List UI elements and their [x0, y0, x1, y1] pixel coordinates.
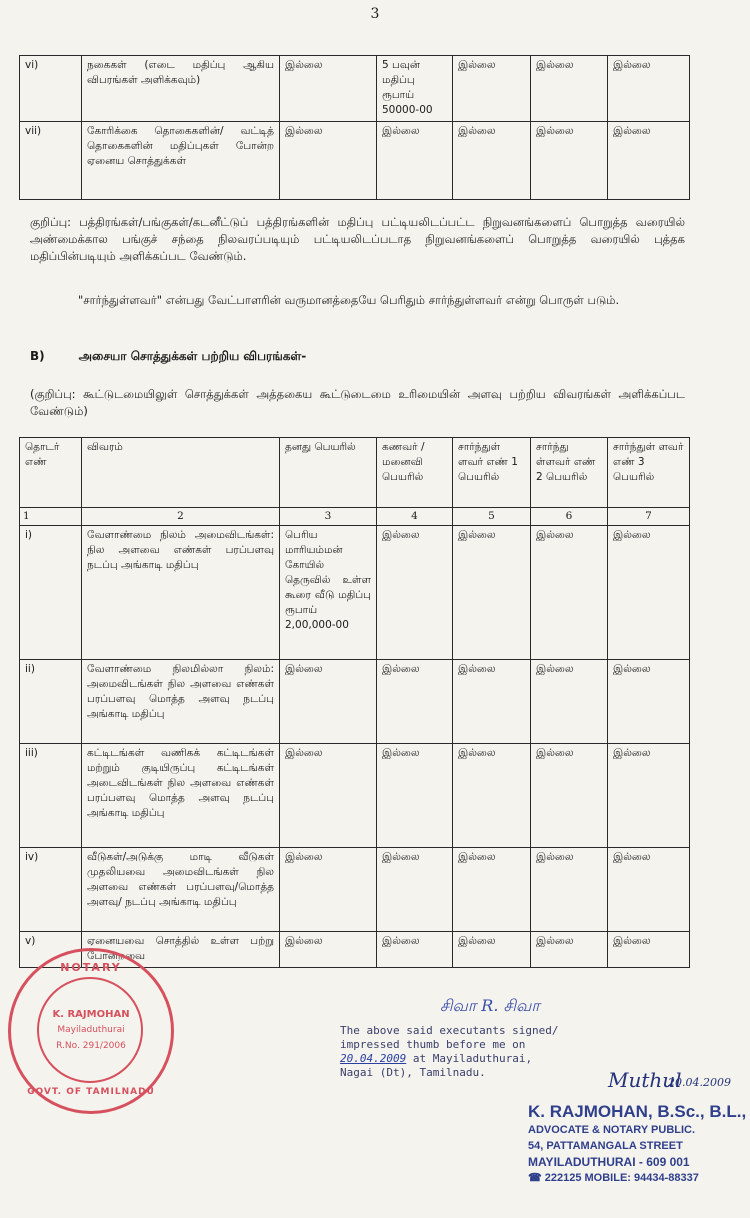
cell-self: இல்லை: [280, 848, 377, 932]
seal-name: K. RAJMOHAN: [52, 1009, 130, 1020]
executant-signature: சிவா R. சிவா: [440, 996, 540, 1015]
cell-dep1: இல்லை: [453, 932, 531, 968]
cell-no: v): [20, 932, 82, 968]
header-row: [20, 438, 690, 508]
cell-spouse: இல்லை: [377, 122, 453, 200]
cell-desc: வேளாண்மை நிலமில்லா நிலம்: அமைவிடங்கள் நில அளவை எண்கள் பரப்பளவு மொத்த அளவு நடப்பு அங்காடி மதிப்பு: [82, 660, 280, 744]
cell-dep2: இல்லை: [531, 848, 608, 932]
cell-dep3: இல்லை: [608, 56, 690, 122]
column-number: 3: [280, 508, 377, 526]
cell-self: இல்லை: [280, 660, 377, 744]
cell-desc: கோரிக்கை தொகைகளின்/ வட்டித் தொகைகளின் மதிப்புகள் போன்ற ஏனைய சொத்துக்கள்: [82, 122, 280, 200]
advocate-phone: ☎ 222125 MOBILE: 94434-88337: [528, 1172, 699, 1184]
cell-self: இல்லை: [280, 122, 377, 200]
cell-self: பெரிய மாரியம்மன் கோயில் தெருவில் உள்ள கூரை வீடு மதிப்பு ரூபாய் 2,00,000-00: [280, 526, 377, 660]
advocate-title: ADVOCATE & NOTARY PUBLIC.: [528, 1124, 696, 1136]
attestation-line-3: [340, 1052, 559, 1066]
cell-spouse: இல்லை: [377, 526, 453, 660]
advocate-city: MAYILADUTHURAI - 609 001: [528, 1155, 690, 1169]
cell-no: vi): [20, 56, 82, 122]
section-title: அசையா சொத்துக்கள் பற்றிய விபரங்கள்-: [78, 349, 307, 363]
notary-signature-date: 20.04.2009: [668, 1076, 731, 1089]
cell-dep1: இல்லை: [453, 56, 531, 122]
cell-self: இல்லை: [280, 932, 377, 968]
notary-seal: [8, 948, 174, 1114]
cell-dep3: இல்லை: [608, 932, 690, 968]
cell-dep1: இல்லை: [453, 526, 531, 660]
attestation-line-2: impressed thumb before me on: [340, 1038, 526, 1051]
notary-signature: Muthul: [608, 1068, 682, 1092]
seal-bottom-text: GOVT. OF TAMILNADU: [27, 1087, 155, 1097]
column-number: 5: [453, 508, 531, 526]
cell-desc: ஏனையவை சொத்தில் உள்ள பற்று போன்றவை: [82, 932, 280, 968]
immovable-assets-table: [19, 437, 690, 968]
advocate-street: 54, PATTAMANGALA STREET: [528, 1140, 683, 1152]
header-self: தனது பெயரில்: [280, 438, 377, 508]
header-dependent-1: சார்ந்துள் ளவர் எண் 1 பெயரில்: [453, 438, 531, 508]
section-b-heading: [30, 349, 306, 365]
movable-assets-table-continued: [19, 55, 690, 200]
cell-spouse: 5 பவுன் மதிப்பு ரூபாய் 50000-00: [377, 56, 453, 122]
cell-desc: நகைகள் (எடை மதிப்பு ஆகிய விபரங்கள் அளிக்கவும்): [82, 56, 280, 122]
column-number: 7: [608, 508, 690, 526]
cell-desc: கட்டிடங்கள் வணிகக் கட்டிடங்கள் மற்றும் குடியிருப்பு கட்டிடங்கள் அடைவிடங்கள் நில அளவை எண்கள் பரப்பளவு மொத்த அளவு நடப்பு அங்காடி மதிப்பு: [82, 744, 280, 848]
table-row: [20, 122, 690, 200]
page-number: 3: [370, 6, 380, 22]
cell-dep1: இல்லை: [453, 848, 531, 932]
cell-spouse: இல்லை: [377, 744, 453, 848]
seal-place: Mayiladuthurai: [57, 1025, 125, 1035]
header-spouse: கணவர் / மனைவி பெயரில்: [377, 438, 453, 508]
dependent-definition: "சார்ந்துள்ளவர்" என்பது வேட்பாளரின் வருமானத்தையே பெரிதும் சார்ந்துள்ளவர் என்று பொருள் படும்.: [78, 293, 620, 307]
cell-dep3: இல்லை: [608, 848, 690, 932]
table-row: [20, 744, 690, 848]
table-row: [20, 848, 690, 932]
seal-reg-no: R.No. 291/2006: [56, 1041, 126, 1051]
attestation-line-1: The above said executants signed/: [340, 1024, 559, 1037]
cell-dep1: இல்லை: [453, 660, 531, 744]
cell-dep3: இல்லை: [608, 122, 690, 200]
advocate-stamp: [528, 1102, 746, 1186]
attestation-line-4: Nagai (Dt), Tamilnadu.: [340, 1066, 486, 1079]
cell-spouse: இல்லை: [377, 848, 453, 932]
valuation-note: குறிப்பு: பத்திரங்கள்/பங்குகள்/கடனீட்டுப் பத்திரங்களின் மதிப்பு பட்டியலிடப்பட்ட நிறுவனங்களைப் பொறுத்த வரையில் அண்மைக்கால பங்குச் சந்தை நிலவரப்படியும் பட்டியலிடப்படாத நிறுவனங்களைப் பொறுத்த வரையில் புத்தக மதிப்பின்படியும் அளிக்கப்பட வேண்டும்.: [30, 215, 685, 263]
cell-dep2: இல்லை: [531, 932, 608, 968]
attestation-stamp: [340, 1024, 559, 1080]
cell-dep2: இல்லை: [531, 56, 608, 122]
cell-no: iii): [20, 744, 82, 848]
header-dependent-2: சார்ந்து ள்ளவர் எண் 2 பெயரில்: [531, 438, 608, 508]
column-number: 2: [82, 508, 280, 526]
cell-no: i): [20, 526, 82, 660]
cell-no: ii): [20, 660, 82, 744]
cell-desc: வேளாண்மை நிலம் அமைவிடங்கள்: நில அளவை எண்கள் பரப்பளவு நடப்பு அங்காடி மதிப்பு: [82, 526, 280, 660]
cell-dep1: இல்லை: [453, 122, 531, 200]
cell-dep2: இல்லை: [531, 660, 608, 744]
header-dependent-3: சார்ந்துள் ளவர் எண் 3 பெயரில்: [608, 438, 690, 508]
advocate-name: K. RAJMOHAN, B.Sc., B.L.,: [528, 1102, 747, 1121]
cell-spouse: இல்லை: [377, 932, 453, 968]
cell-dep2: இல்லை: [531, 526, 608, 660]
table-row: [20, 660, 690, 744]
column-number: 1: [20, 508, 82, 526]
cell-dep2: இல்லை: [531, 122, 608, 200]
column-number: 6: [531, 508, 608, 526]
cell-spouse: இல்லை: [377, 660, 453, 744]
seal-top-text: NOTARY: [60, 961, 122, 974]
attestation-date: 20.04.2009: [340, 1052, 407, 1065]
cell-no: iv): [20, 848, 82, 932]
cell-dep3: இல்லை: [608, 744, 690, 848]
column-number-row: [20, 508, 690, 526]
table-row: [20, 56, 690, 122]
section-letter: B): [30, 349, 45, 363]
cell-dep2: இல்லை: [531, 744, 608, 848]
cell-dep1: இல்லை: [453, 744, 531, 848]
header-serial-no: தொடர் எண்: [20, 438, 82, 508]
cell-self: இல்லை: [280, 56, 377, 122]
column-number: 4: [377, 508, 453, 526]
cell-dep3: இல்லை: [608, 660, 690, 744]
section-b-note: (குறிப்பு: கூட்டுடமையிலுள் சொத்துக்கள் அத்தகைய கூட்டுடைமை உரிமையின் அளவு பற்றிய விவரங்கள் அளிக்கப்பட வேண்டும்): [30, 387, 685, 418]
cell-desc: வீடுகள்/அடுக்கு மாடி வீடுகள் முதலியவை அமைவிடங்கள் நில அளவை எண்கள் பரப்பளவு/மொத்த அளவு/ நடப்பு அங்காடி மதிப்பு: [82, 848, 280, 932]
cell-self: இல்லை: [280, 744, 377, 848]
cell-no: vii): [20, 122, 82, 200]
cell-dep3: இல்லை: [608, 526, 690, 660]
header-description: விவரம்: [82, 438, 280, 508]
attestation-place: at Mayiladuthurai,: [412, 1052, 533, 1065]
table-row: [20, 526, 690, 660]
